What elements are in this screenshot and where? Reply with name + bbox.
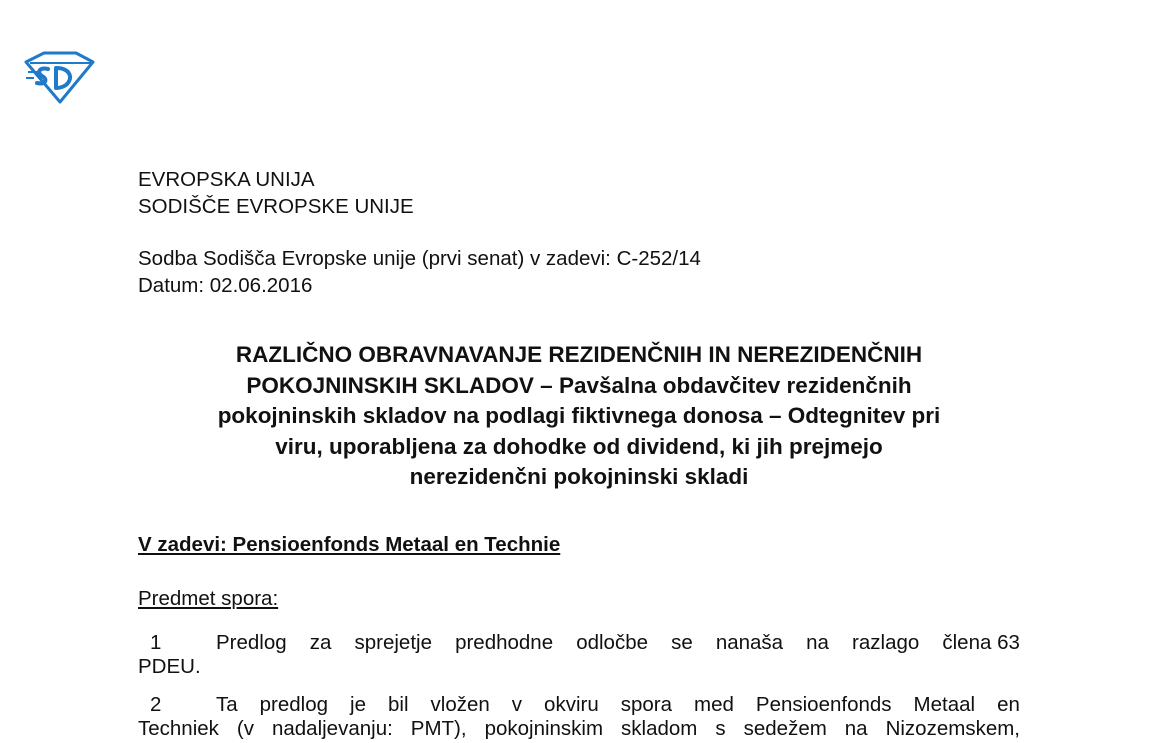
word: Techniek: [138, 717, 219, 740]
case-info: [138, 245, 1020, 299]
word: Nizozemskem,: [885, 717, 1020, 740]
word: v: [511, 693, 523, 716]
word: predlog: [259, 693, 329, 716]
court-logo: [22, 48, 96, 104]
word: s: [715, 717, 726, 740]
paragraph-line: [138, 693, 1020, 717]
header-line-court: SODIŠČE EVROPSKE UNIJE: [138, 195, 414, 218]
word: člena 63: [942, 631, 1020, 654]
word: pokojninskim: [484, 717, 604, 740]
court-header: [138, 166, 1020, 220]
title-line: pokojninskih skladov na podlagi fiktivnega donosa – Odtegnitev pri: [217, 403, 941, 428]
word: med: [694, 693, 734, 716]
title-line: viru, uporabljena za dohodke od dividend, ki jih prejmejo: [275, 433, 883, 459]
word: za: [309, 631, 332, 654]
word: Ta: [216, 693, 238, 716]
title-line: RAZLIČNO OBRAVNAVANJE REZIDENČNIH IN NEREZIDENČNIH: [235, 342, 923, 367]
paragraph-1: [138, 631, 1020, 679]
title-line: POKOJNINSKIH SKLADOV – Pavšalna obdavčitev rezidenčnih: [246, 372, 912, 398]
header-line-union: EVROPSKA UNIJA: [138, 168, 315, 191]
paragraph-line: PDEU.: [138, 655, 201, 678]
word: sprejetje: [354, 631, 432, 654]
word: nadaljevanju:: [271, 717, 393, 740]
word: na: [844, 717, 868, 740]
paragraph-line: [138, 717, 1020, 741]
document-title: [138, 340, 1020, 493]
word: predhodne: [455, 631, 554, 654]
word: okviru: [544, 693, 599, 716]
word: odločbe: [576, 631, 648, 654]
word: vložen: [430, 693, 490, 716]
word: na: [806, 631, 829, 654]
paragraph-number: 2: [150, 693, 162, 716]
word: je: [350, 693, 367, 716]
word: Metaal: [913, 693, 976, 716]
case-subject: V zadevi: Pensioenfonds Metaal en Technie: [138, 533, 561, 556]
word: Pensioenfonds: [755, 693, 892, 716]
word: skladom: [621, 717, 698, 740]
word: Predlog: [216, 631, 287, 654]
word: spora: [620, 693, 673, 716]
paragraph-number: 1: [150, 631, 162, 654]
word: bil: [388, 693, 409, 716]
word: nanaša: [715, 631, 784, 654]
case-date: Datum: 02.06.2016: [138, 274, 313, 297]
paragraph-line: [138, 631, 1020, 655]
case-judgment: Sodba Sodišča Evropske unije (prvi senat) v zadevi: C-252/14: [138, 247, 701, 270]
word: sedežem: [743, 717, 827, 740]
word: (v: [236, 717, 254, 740]
section-heading: Predmet spora:: [138, 587, 279, 610]
word: razlago: [852, 631, 920, 654]
paragraph-2: [138, 693, 1020, 741]
word: en: [997, 693, 1020, 716]
word: PMT),: [410, 717, 467, 740]
title-line: nerezidenčni pokojninski skladi: [409, 464, 749, 489]
word: se: [671, 631, 693, 654]
